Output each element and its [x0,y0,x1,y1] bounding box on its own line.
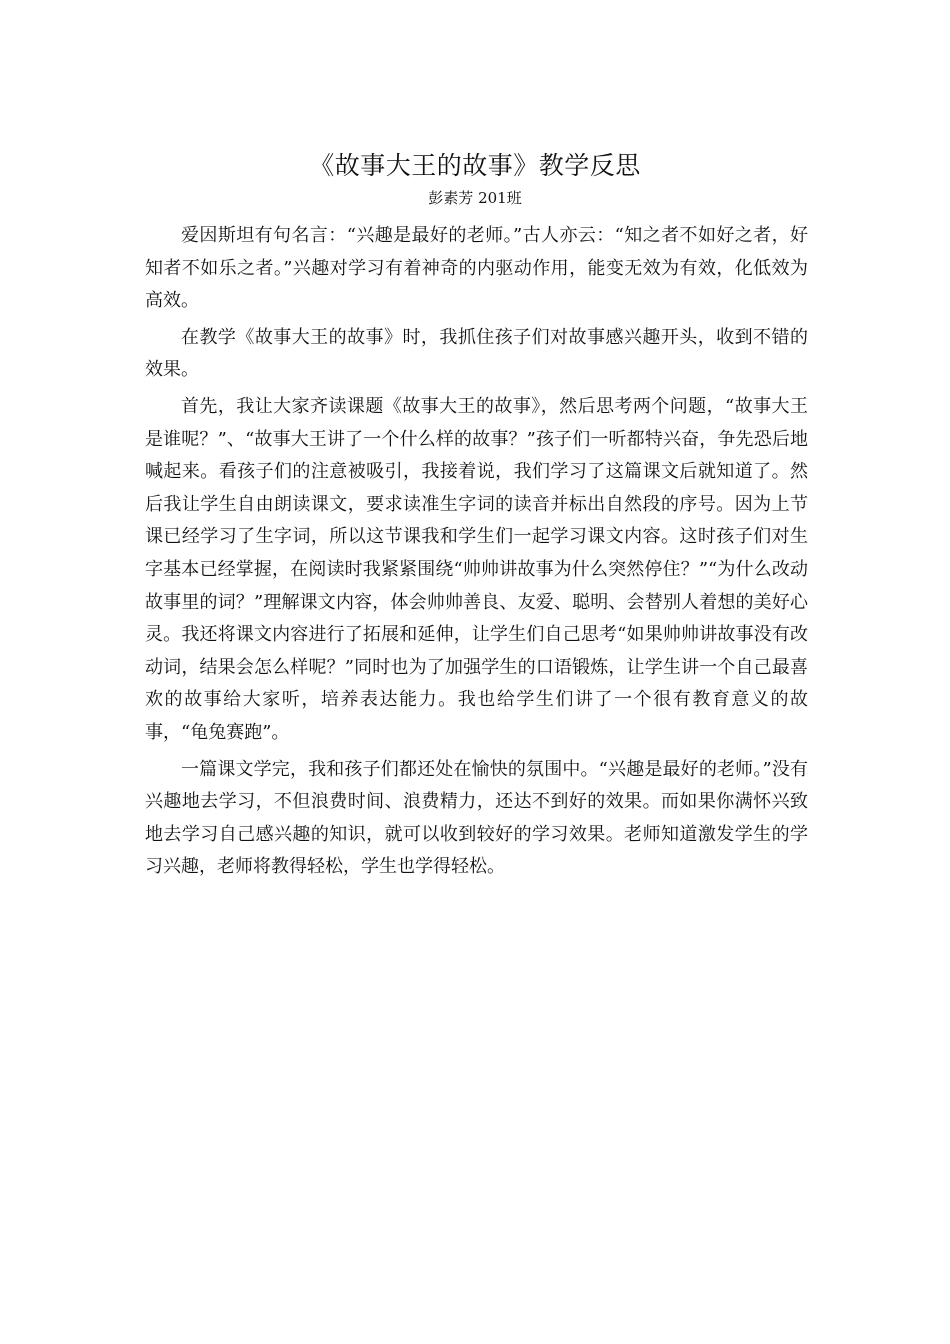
paragraph-1: 爱因斯坦有句名言：“兴趣是最好的老师。”古人亦云：“知之者不如好之者，好知者不如乐之者。”兴趣对学习有着神奇的内驱动作用，能变无效为有效，化低效为高效。 [145,225,808,312]
paragraph-4: 一篇课文学完，我和孩子们都还处在愉快的氛围中。“兴趣是最好的老师。”没有兴趣地去学习，不但浪费时间、浪费精力，还达不到好的效果。而如果你满怀兴致地去学习自己感兴趣的知识，就可以收到较好的学习效果。老师知道激发学生的学习兴趣，老师将教得轻松，学生也学得轻松。 [145,758,808,878]
paragraph-2: 在教学《故事大王的故事》时，我抓住孩子们对故事感兴趣开头，收到不错的效果。 [145,326,808,381]
document-title: 《故事大王的故事》教学反思 [309,150,641,180]
author-line: 彭素芳 201班 [428,189,522,207]
document-body [145,220,808,888]
paragraph-3: 首先，我让大家齐读课题《故事大王的故事》，然后思考两个问题，“故事大王是谁呢？”、“故事大王讲了一个什么样的故事？”孩子们一听都特兴奋，争先恐后地喊起来。看孩子们的注意被吸引，我接着说，我们学习了这篇课文后就知道了。然后我让学生自由朗读课文，要求读准生字词的读音并标出自然段的序号。因为上节课已经学习了生字词，所以这节课我和学生们一起学习课文内容。这时孩子们对生字基本已经掌握，在阅读时我紧紧围绕“帅帅讲故事为什么突然停住？”“为什么改动故事里的词？”理解课文内容，体会帅帅善良、友爱、聪明、会替别人着想的美好心灵。我还将课文内容进行了拓展和延伸，让学生们自己思考“如果帅帅讲故事没有改动词，结果会怎么样呢？”同时也为了加强学生的口语锻炼，让学生讲一个自己最喜欢的故事给大家听，培养表达能力。我也给学生们讲了一个很有教育意义的故事，“龟兔赛跑”。 [145,395,808,743]
